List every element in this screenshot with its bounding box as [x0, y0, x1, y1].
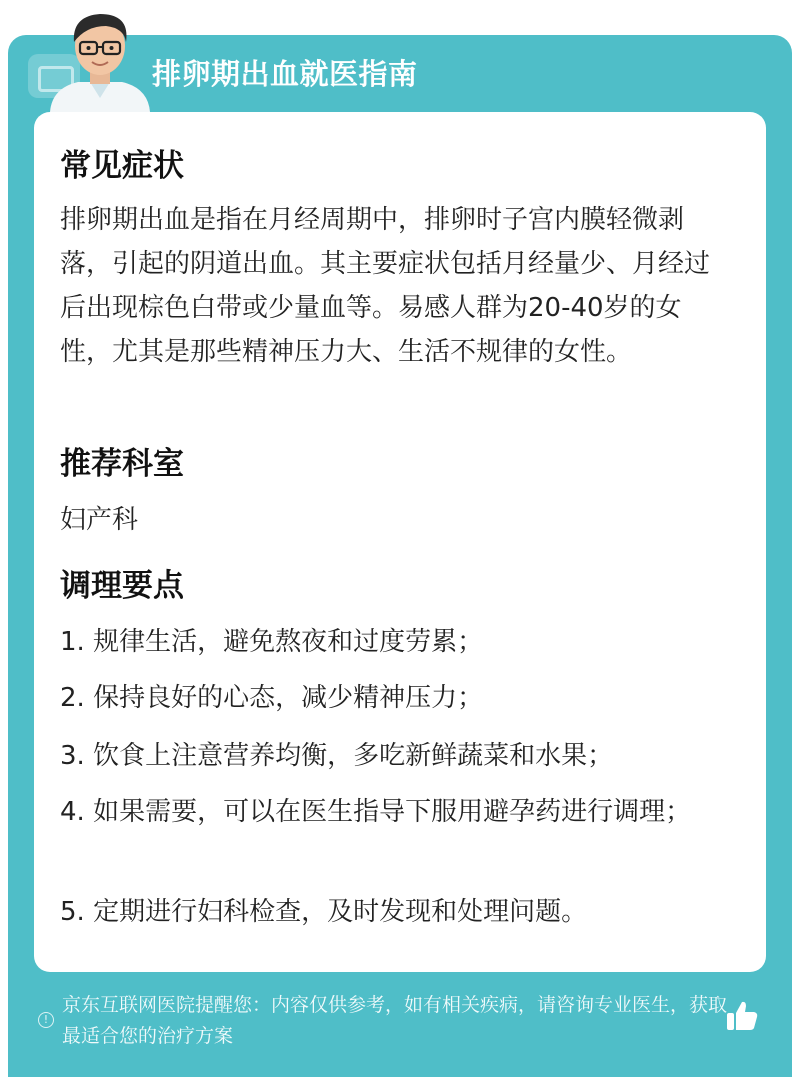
thumbs-up-icon[interactable]	[724, 998, 760, 1034]
symptoms-text: 排卵期出血是指在月经周期中，排卵时子宫内膜轻微剥落，引起的阴道出血。其主要症状包括月经量少、月经过后出现棕色白带或少量血等。易感人群为20-40岁的女性，尤其是那些精神压力大、生活不规律的女性。	[60, 205, 711, 367]
doctor-avatar	[44, 8, 156, 112]
section-title-care: 调理要点	[60, 568, 184, 604]
care-item: 5. 定期进行妇科检查，及时发现和处理问题。	[60, 897, 588, 927]
section-title-symptoms: 常见症状	[60, 148, 184, 184]
department-text: 妇产科	[60, 505, 139, 535]
info-icon: !	[38, 1012, 54, 1028]
section-title-department: 推荐科室	[60, 446, 184, 482]
care-item: 1. 规律生活，避免熬夜和过度劳累；	[60, 627, 484, 657]
care-item: 2. 保持良好的心态，减少精神压力；	[60, 683, 484, 713]
footer-notice: 京东互联网医院提醒您：内容仅供参考，如有相关疾病，请咨询专业医生，获取最适合您的治疗方案	[62, 994, 728, 1047]
page-title: 排卵期出血就医指南	[152, 57, 418, 91]
care-item: 3. 饮食上注意营养均衡，多吃新鲜蔬菜和水果；	[60, 741, 614, 771]
care-item: 4. 如果需要，可以在医生指导下服用避孕药进行调理；	[60, 797, 692, 827]
